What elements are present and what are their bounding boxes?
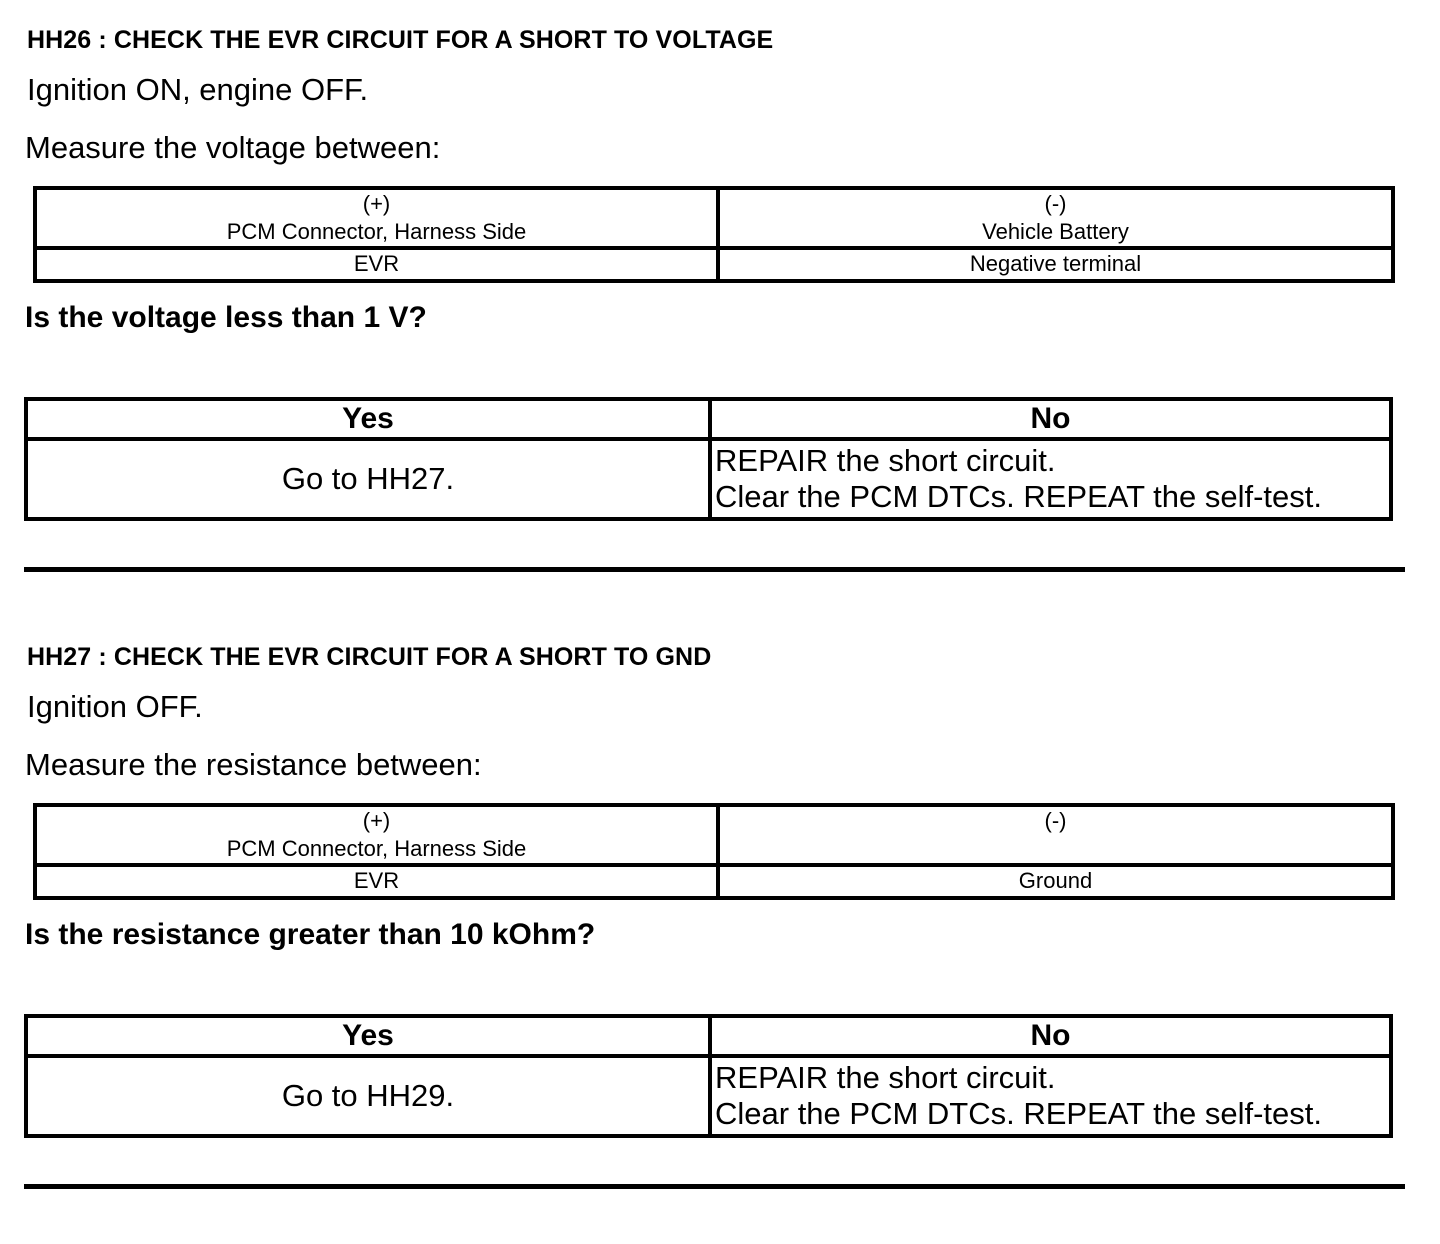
measurement-table [33, 186, 1395, 283]
result-body-row [26, 439, 1391, 519]
no-header: No [710, 399, 1391, 439]
positive-probe-value: EVR [35, 865, 718, 898]
section-divider [24, 567, 1405, 572]
result-header-row [26, 399, 1391, 439]
no-action-line: REPAIR the short circuit. [715, 1060, 1056, 1095]
negative-probe-header [718, 188, 1393, 248]
negative-probe-value: Ground [718, 865, 1393, 898]
yes-header: Yes [26, 399, 710, 439]
no-action [710, 439, 1391, 519]
step-question: Is the voltage less than 1 V? [25, 301, 427, 334]
step-title: HH27 : CHECK THE EVR CIRCUIT FOR A SHORT TO GND [27, 643, 712, 671]
positive-probe-label: PCM Connector, Harness Side [226, 219, 527, 244]
yes-action: Go to HH29. [26, 1056, 710, 1136]
no-action-line: Clear the PCM DTCs. REPEAT the self-test. [715, 479, 1322, 514]
negative-probe-value: Negative terminal [718, 248, 1393, 281]
measurement-table [33, 803, 1395, 900]
step-condition: Ignition OFF. [27, 689, 203, 724]
positive-probe-label: PCM Connector, Harness Side [226, 836, 527, 861]
step-hh26 [0, 0, 1440, 617]
no-action-line: REPAIR the short circuit. [715, 443, 1056, 478]
step-instruction: Measure the resistance between: [25, 747, 482, 782]
result-header-row [26, 1016, 1391, 1056]
step-condition: Ignition ON, engine OFF. [27, 72, 369, 107]
positive-probe-header [35, 188, 718, 248]
no-action [710, 1056, 1391, 1136]
section-divider [24, 1184, 1405, 1189]
result-table [24, 1014, 1393, 1138]
negative-probe-header [718, 805, 1393, 865]
positive-polarity: (+) [362, 808, 391, 833]
negative-probe-label: Vehicle Battery [982, 219, 1129, 244]
measurement-value-row [35, 248, 1393, 281]
step-hh27 [0, 617, 1440, 1234]
positive-probe-header [35, 805, 718, 865]
yes-header: Yes [26, 1016, 710, 1056]
negative-polarity: (-) [1044, 191, 1067, 216]
measurement-value-row [35, 865, 1393, 898]
result-table [24, 397, 1393, 521]
no-header: No [710, 1016, 1391, 1056]
result-body-row [26, 1056, 1391, 1136]
yes-action: Go to HH27. [26, 439, 710, 519]
measurement-header-row [35, 188, 1393, 248]
step-instruction: Measure the voltage between: [25, 130, 441, 165]
positive-probe-value: EVR [35, 248, 718, 281]
step-question: Is the resistance greater than 10 kOhm? [25, 918, 596, 951]
no-action-line: Clear the PCM DTCs. REPEAT the self-test. [715, 1096, 1322, 1131]
measurement-header-row [35, 805, 1393, 865]
positive-polarity: (+) [362, 191, 391, 216]
negative-polarity: (-) [1044, 808, 1067, 833]
step-title: HH26 : CHECK THE EVR CIRCUIT FOR A SHORT TO VOLTAGE [27, 26, 774, 54]
